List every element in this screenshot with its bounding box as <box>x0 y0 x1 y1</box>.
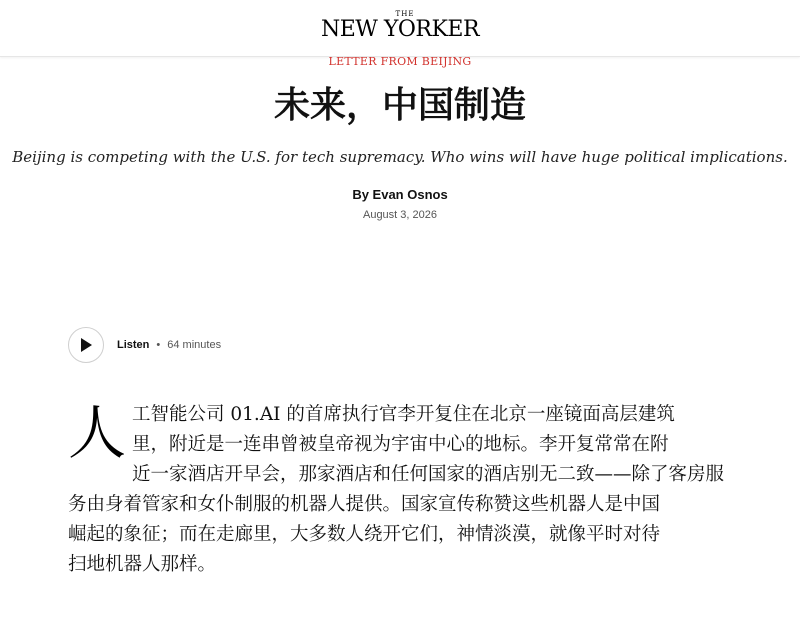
logo-name: NEW YORKER <box>320 17 480 42</box>
rubric-link[interactable]: LETTER FROM BEIJING <box>328 55 472 68</box>
audio-duration: 64 minutes <box>167 339 222 351</box>
article-body <box>68 400 728 580</box>
logo-the: THE <box>395 10 415 18</box>
listen-separator: • <box>156 339 161 351</box>
audio-player <box>68 326 221 364</box>
body-line: 工智能公司 01.AI 的首席执行官李开复住在北京一座镜面高层建筑 <box>132 404 675 425</box>
new-yorker-logo[interactable] <box>0 10 800 42</box>
article-dek: Beijing is competing with the U.S. for tech supremacy. Who wins will have huge political implications. <box>12 148 788 166</box>
article-headline: 未来，中国制造 <box>273 85 526 126</box>
byline[interactable]: By Evan Osnos <box>352 187 448 202</box>
body-line: 里，附近是一连串曾被皇帝视为宇宙中心的地标。李开复常常在附 <box>132 434 669 455</box>
body-line: 近一家酒店开早会，那家酒店和任何国家的酒店别无二致——除了客房服 <box>132 464 725 485</box>
play-button[interactable] <box>68 327 104 363</box>
drop-cap: 人 <box>68 399 127 467</box>
publish-date: August 3, 2026 <box>362 209 437 221</box>
body-line: 崛起的象征；而在走廊里，大多数人绕开它们，神情淡漠，就像平时对待 <box>68 524 661 545</box>
body-line: 务由身着管家和女仆制服的机器人提供。国家宣传称赞这些机器人是中国 <box>68 494 661 515</box>
body-line: 扫地机器人那样。 <box>68 554 217 575</box>
masthead <box>0 0 800 57</box>
play-icon <box>79 337 93 353</box>
listen-label[interactable]: Listen <box>117 339 150 351</box>
